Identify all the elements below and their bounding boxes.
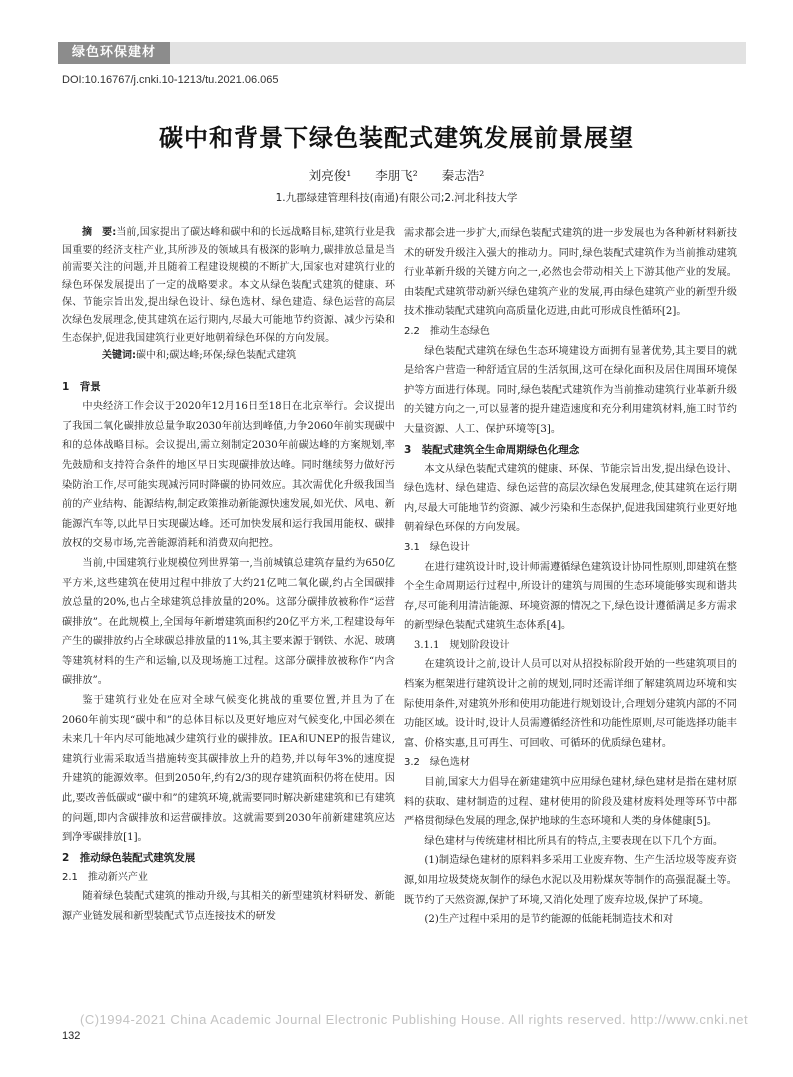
paragraph: 绿色建材与传统建材相比所具有的特点,主要表现在以下几个方面。: [424, 835, 724, 847]
paragraph: (1)制造绿色建材的原料料多采用工业废弃物、生产生活垃圾等废弃资源,如用垃圾焚烧灰制作的绿色水泥以及用粉煤灰等制作的高强混凝土等。既节约了天然资源,保护了环境,又消化处理了废弃垃圾,保护了环境。: [404, 855, 737, 906]
doi: DOI:10.16767/j.cnki.10-1213/tu.2021.06.065: [62, 74, 279, 86]
section-heading: 2 推动绿色装配式建筑发展: [62, 851, 196, 864]
paragraph: 目前,国家大力倡导在新建建筑中应用绿色建材,绿色建材是指在建材原料的获取、建材制造的过程、建材使用的阶段及建材废料处理等环节中都严格贯彻绿色发展的理念,保护地球的生态环境和人类的身体健康[5]。: [404, 777, 737, 828]
paragraph: 随着绿色装配式建筑的推动升级,与其相关的新型建筑材料研发、新能源产业链发展和新型装配式节点连接技术的研发: [62, 891, 395, 922]
author: 李朋飞²: [375, 168, 418, 183]
subsection-heading: 2.1 推动新兴产业: [62, 871, 148, 883]
copyright-watermark: (C)1994-2021 China Academic Journal Electronic Publishing House. All rights reserved. http://www.cnki.net: [80, 1012, 749, 1027]
paragraph: 中央经济工作会议于2020年12月16日至18日在北京举行。会议提出了我国二氧化碳排放总量争取2030年前达到峰值,力争2060年前实现碳中和的总体战略目标。会议提出,需立刻制定2030年前碳达峰的方案规划,率先鼓励和支持符合条件的地区早日实现碳排放达峰。同时继续努力做好污染防治工作,尽可能实现减污同时降碳的协同效应。其次需优化升级我国当前的产业结构、能源结构,制定政策推动新能源快速发展,如光伏、风电、新能源汽车等,以此早日实现碳达峰。还可加快发展和运行我国用能权、碳排放权的交易市场,完善能源消耗和消费双向把控。: [62, 401, 395, 550]
abstract: [62, 224, 395, 347]
subsection-heading: 3.2 绿色选材: [404, 757, 470, 769]
paragraph: 本文从绿色装配式建筑的健康、环保、节能宗旨出发,提出绿色设计、绿色选材、绿色建造、绿色运营的高层次绿色发展理念,使其建筑在运行期内,尽最大可能地节约资源、减少污染和生态保护,促进我国建筑行业更好地朝着绿色环保的方向发展。: [404, 463, 737, 534]
right-column: [404, 224, 737, 930]
authors: [0, 166, 793, 184]
author: 秦志浩²: [441, 168, 485, 183]
subsection-heading: 2.2 推动生态绿色: [404, 325, 490, 337]
paragraph: 在进行建筑设计时,设计师需遵循绿色建筑设计协同性原则,即建筑在整个全生命周期运行过程中,所设计的建筑与周围的生态环境能够实现和谐共存,尽可能利用清洁能源、环境资源的情况之下,绿色设计遵循满足多方需求的新型绿色装配式建筑生态体系[4]。: [404, 561, 737, 632]
keywords: [62, 347, 395, 365]
subsubsection-heading: 3.1.1 规划阶段设计: [414, 639, 510, 651]
abstract-label: 摘 要:: [82, 227, 117, 238]
page-number: 132: [62, 1030, 81, 1042]
subsection-heading: 3.1 绿色设计: [404, 541, 470, 553]
section-heading: 1 背景: [62, 381, 101, 394]
paragraph: 鉴于建筑行业处在应对全球气候变化挑战的重要位置,并且为了在2060年前实现“碳中和”的总体目标以及更好地应对气候变化,中国必须在未来几十年内尽可能地减少建筑行业的碳排放。IEA和UNEP的报告建议,建筑行业需采取适当措施转变其碳排放上升的趋势,并以每年3%的速度提升建筑的能源效率。但到2050年,约有2/3的现存建筑面积仍将在使用。因此,要改善低碳或“碳中和”的建筑环境,就需要同时解决新建建筑和已有建筑的问题,即内含碳排放和运营碳排放。这就需要到2030年前新建建筑应达到净零碳排放[1]。: [62, 695, 395, 844]
keywords-label: 关键词:: [102, 350, 136, 362]
paragraph: 当前,中国建筑行业规模位列世界第一,当前城镇总建筑存量约为650亿平方米,这些建筑在使用过程中排放了大约21亿吨二氧化碳,约占全国碳排放总量的20%,也占全球建筑总排放量的20%。这部分碳排放被称作“运营碳排放”。在此规模上,全国每年新增建筑面积约20亿平方米,工程建设每年产生的碳排放约占全球碳总排放量的11%,其主要来源于钢铁、水泥、玻璃等建筑材料的生产和运输,以及现场施工过程。这部分碳排放被称作“内含碳排放”。: [62, 557, 395, 687]
section-heading: 3 装配式建筑全生命周期绿色化理念: [404, 443, 580, 456]
paragraph: (2)生产过程中采用的是节约能源的低能耗制造技术和对: [424, 914, 674, 926]
paragraph: 绿色装配式建筑在绿色生态环境建设方面拥有显著优势,其主要目的就是给客户营造一种舒适宜居的生活氛围,这可在绿化面积及居住周围环境保护等方面进行体现。同时,绿色装配式建筑作为当前推动建筑行业革新升级的关键方向之一,可以显著的提升建造速度和充分利用建筑材料,施工时节约大量资源、人工、保护环境等[3]。: [404, 345, 737, 435]
author: 刘亮俊¹: [308, 168, 352, 183]
paragraph: 在建筑设计之前,设计人员可以对从招投标阶段开始的一些建筑项目的档案为框架进行建筑设计之前的规划,同时还需详细了解建筑周边环境和实际使用条件,对建筑外形和使用功能进行规划设计,合理划分建筑内部的不同功能区域。设计时,设计人员需遵循经济性和功能性原则,尽可能选择功能丰富、价格实惠,且可再生、可回收、可循环的优质绿色建材。: [404, 659, 737, 749]
abstract-text: 当前,国家提出了碳达峰和碳中和的长远战略目标,建筑行业是我国重要的经济支柱产业,其所涉及的领域具有极深的影响力,碳排放总量是当前需要关注的问题,并且随着工程建设规模的不断扩大,国家也对建筑行业的绿色环保发展提出了一定的战略要求。本文从绿色装配式建筑的健康、环保、节能宗旨出发,提出绿色设计、绿色选材、绿色建造、绿色运营的高层次绿色发展理念,使其建筑在运行期内,尽最大可能地节约资源、减少污染和生态保护,促进我国建筑行业更好地朝着绿色环保的方向发展。: [62, 227, 396, 344]
paper-title: 碳中和背景下绿色装配式建筑发展前景展望: [159, 123, 634, 152]
affiliation: 1.九郡绿建管理科技(南通)有限公司;2.河北科技大学: [275, 192, 518, 204]
left-column: [62, 224, 395, 927]
keywords-text: 碳中和;碳达峰;环保;绿色装配式建筑: [136, 350, 297, 362]
paragraph: 需求都会进一步扩大,而绿色装配式建筑的进一步发展也为各种新材料新技术的研发升级注入强大的推动力。同时,绿色装配式建筑作为当前推动建筑行业革新升级的关键方向之一,必然也会带动相关上下游其他产业的发展。由装配式建筑带动新兴绿色建筑产业的发展,再由绿色建筑产业的新型升级技术推动装配式建筑向高质量化迈进,由此可形成良性循环[2]。: [404, 228, 737, 318]
section-tag: 绿色环保建材: [58, 42, 170, 64]
